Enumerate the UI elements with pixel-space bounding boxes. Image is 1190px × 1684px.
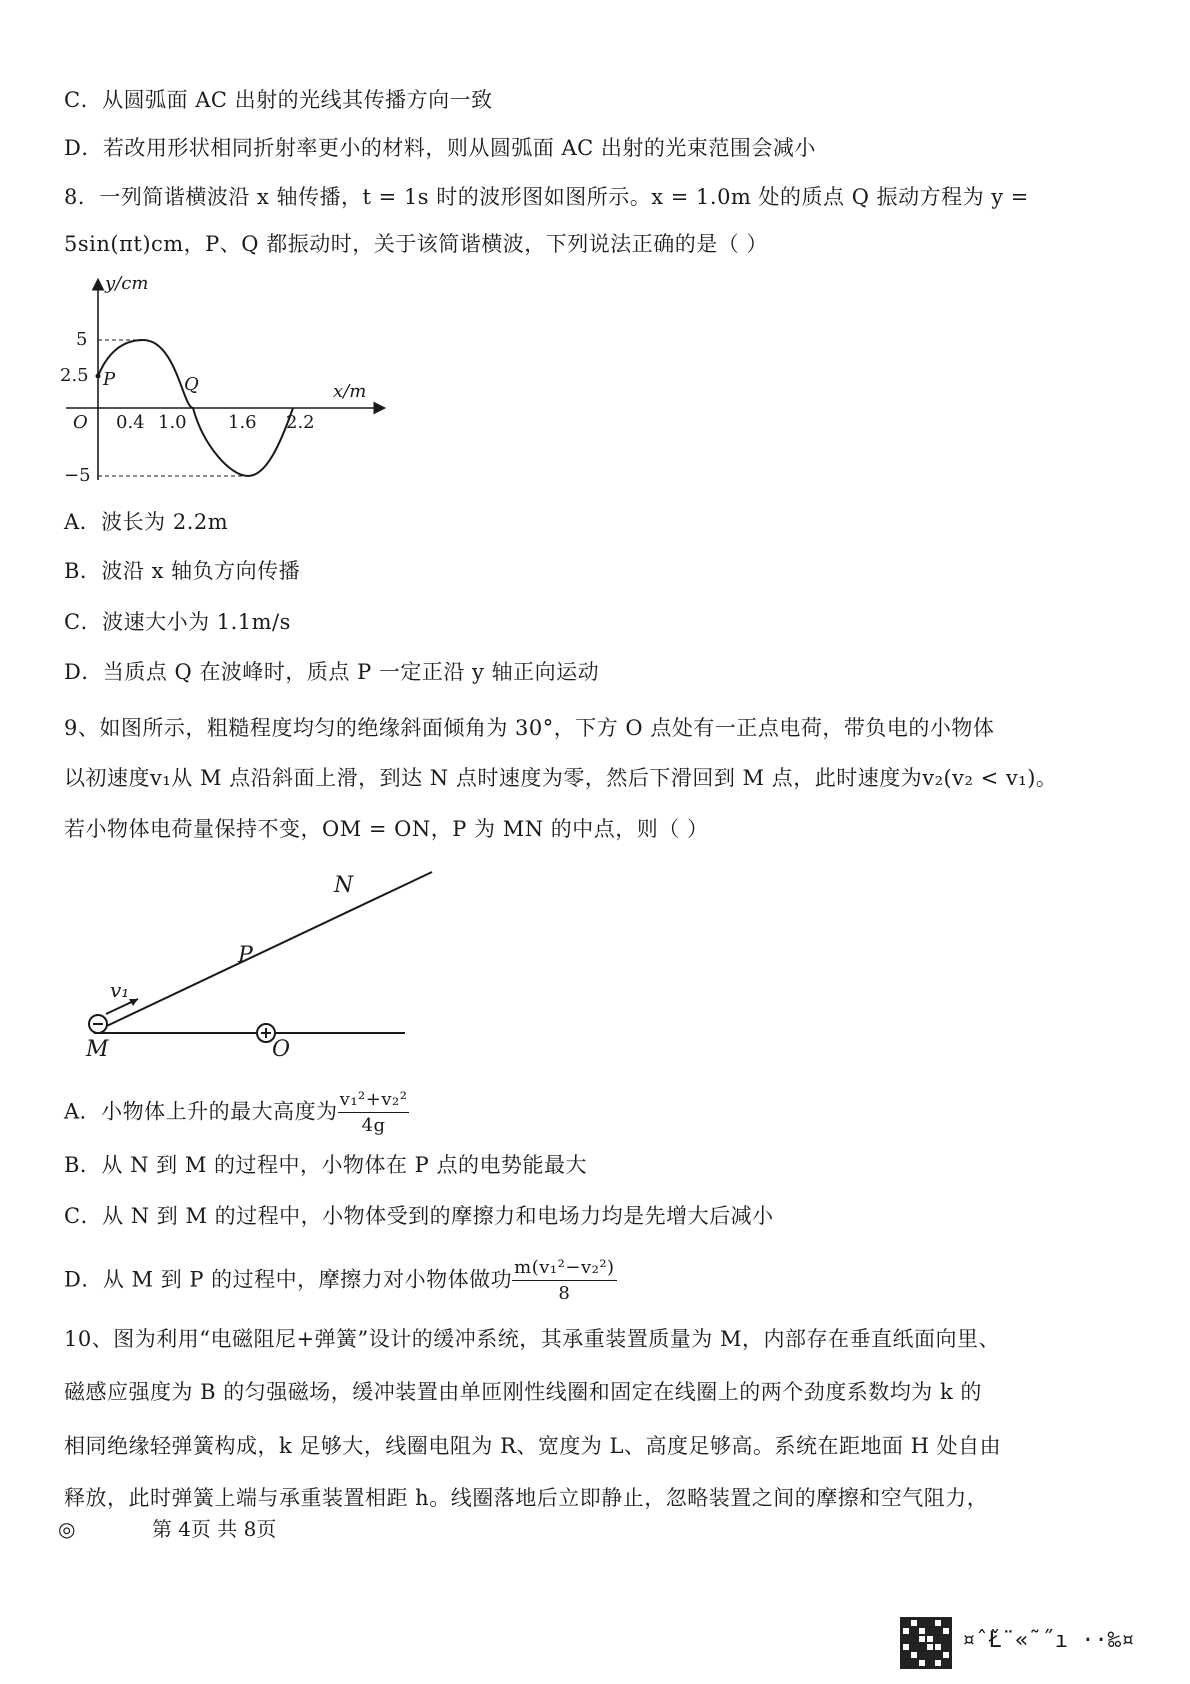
q8-option-d: D．当质点 Q 在波峰时，质点 P 一定正沿 y 轴正向运动 bbox=[64, 660, 600, 684]
q9-option-d-denominator: 8 bbox=[558, 1283, 571, 1304]
q8-option-c: C．波速大小为 1.1m/s bbox=[64, 610, 291, 634]
label-v1: v₁ bbox=[110, 978, 130, 1002]
footer-symbol: ◎ bbox=[58, 1517, 76, 1541]
point-q-label: Q bbox=[184, 374, 199, 395]
qr-code bbox=[900, 1617, 952, 1669]
q9-option-a-denominator: 4g bbox=[361, 1115, 386, 1136]
point-p-dot bbox=[96, 374, 101, 379]
x-tick-1.0: 1.0 bbox=[158, 412, 187, 433]
q9-option-d bbox=[64, 1258, 617, 1304]
q7-option-c: C．从圆弧面 AC 出射的光线其传播方向一致 bbox=[64, 88, 493, 112]
q8-stem-line1: 8．一列简谐横波沿 x 轴传播，t = 1s 时的波形图如图所示。x = 1.0m 处的质点 Q 振动方程为 y = bbox=[64, 185, 1029, 209]
page-number: 第 4页 共 8页 bbox=[151, 1517, 277, 1541]
q9-option-d-fraction bbox=[512, 1258, 616, 1304]
x-axis-label: x/m bbox=[333, 381, 367, 402]
q7-option-d: D．若改用形状相同折射率更小的材料，则从圆弧面 AC 出射的光束范围会减小 bbox=[64, 136, 816, 160]
q9-stem-line1: 9、如图所示，粗糙程度均匀的绝缘斜面倾角为 30°，下方 O 点处有一正点电荷，带负电的小物体 bbox=[64, 716, 995, 740]
q9-option-a bbox=[64, 1090, 409, 1136]
q8-stem-line2: 5sin(πt)cm，P、Q 都振动时，关于该简谐横波，下列说法正确的是（ ） bbox=[64, 232, 768, 256]
scan-watermark-text: ¤ˆ̌Ł¨«˜˝ı ··‰¤ bbox=[962, 1628, 1135, 1653]
q9-stem-line2: 以初速度v₁从 M 点沿斜面上滑，到达 N 点时速度为零，然后下滑回到 M 点，此时速度为v₂(v₂ < v₁)。 bbox=[64, 766, 1058, 790]
x-tick-2.2: 2.2 bbox=[286, 412, 315, 433]
q10-line2: 磁感应强度为 B 的匀强磁场，缓冲装置由单匝刚性线圈和固定在线圈上的两个劲度系数均为 k 的 bbox=[64, 1380, 982, 1404]
label-m: M bbox=[86, 1037, 109, 1062]
q8-option-b: B．波沿 x 轴负方向传播 bbox=[64, 559, 301, 583]
x-tick-1.6: 1.6 bbox=[228, 412, 257, 433]
q9-option-d-numerator: m(v₁²−v₂²) bbox=[512, 1258, 616, 1281]
q9-option-a-numerator: v₁²+v₂² bbox=[338, 1090, 410, 1113]
q9-stem-line3: 若小物体电荷量保持不变，OM = ON，P 为 MN 的中点，则（ ） bbox=[64, 817, 709, 841]
y-tick-2.5: 2.5 bbox=[60, 365, 89, 386]
origin-label: O bbox=[73, 412, 88, 433]
y-tick-neg5: −5 bbox=[64, 465, 91, 486]
q8-option-a: A．波长为 2.2m bbox=[64, 510, 229, 534]
incline-figure bbox=[80, 862, 440, 1062]
q10-line1: 10、图为利用“电磁阻尼+弹簧”设计的缓冲系统，其承重装置质量为 M，内部存在垂直纸面向里、 bbox=[64, 1327, 1000, 1351]
x-tick-0.4: 0.4 bbox=[116, 412, 145, 433]
point-p-label: P bbox=[103, 369, 116, 390]
q10-line3: 相同绝缘轻弹簧构成，k 足够大，线圈电阻为 R、宽度为 L、高度足够高。系统在距地面 H 处自由 bbox=[64, 1434, 1002, 1458]
y-axis-label: y/cm bbox=[105, 275, 149, 294]
q9-option-d-text: D．从 M 到 P 的过程中，摩擦力对小物体做功 bbox=[64, 1267, 513, 1292]
q9-option-c: C．从 N 到 M 的过程中，小物体受到的摩擦力和电场力均是先增大后减小 bbox=[64, 1204, 774, 1228]
q9-option-a-text: A．小物体上升的最大高度为 bbox=[64, 1099, 338, 1124]
q10-line4: 释放，此时弹簧上端与承重装置相距 h。线圈落地后立即静止，忽略装置之间的摩擦和空气阻力， bbox=[64, 1486, 989, 1510]
y-tick-5: 5 bbox=[76, 329, 88, 350]
wave-graph bbox=[58, 275, 398, 490]
q9-option-b: B．从 N 到 M 的过程中，小物体在 P 点的电势能最大 bbox=[64, 1153, 587, 1177]
incline bbox=[94, 872, 432, 1032]
label-n: N bbox=[334, 873, 354, 898]
label-o: O bbox=[272, 1037, 291, 1062]
q9-option-a-fraction bbox=[338, 1090, 410, 1136]
label-p: P bbox=[238, 943, 253, 968]
page-footer bbox=[58, 1513, 276, 1542]
